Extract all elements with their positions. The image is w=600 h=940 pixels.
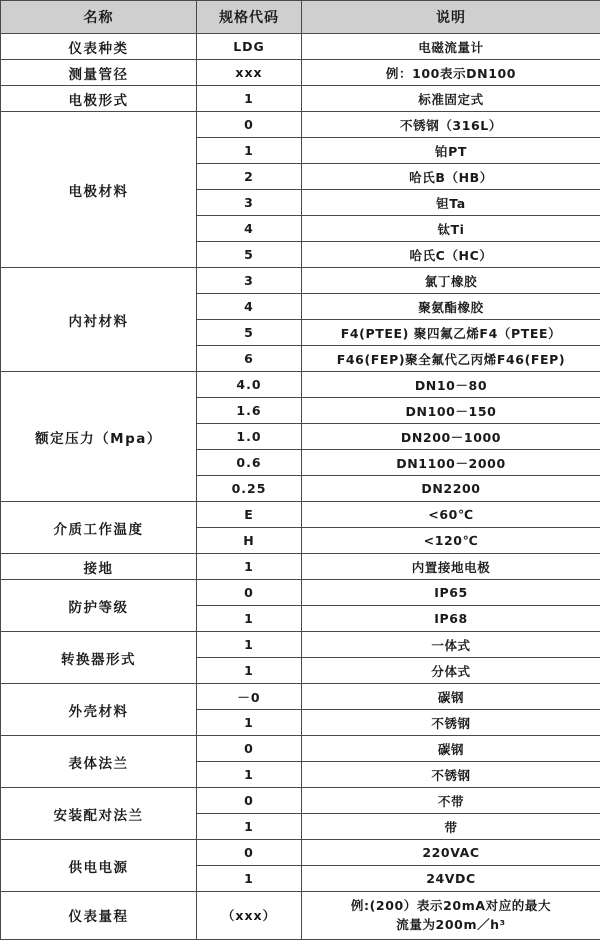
spec-code-cell: 1 [197,658,302,684]
description-cell: <120℃ [302,528,600,554]
spec-code-cell: 1 [197,762,302,788]
spec-code-cell: 2 [197,164,302,190]
spec-code-cell: 1 [197,710,302,736]
description-cell: 内置接地电极 [302,554,600,580]
spec-code-cell: 5 [197,320,302,346]
description-cell: 一体式 [302,632,600,658]
spec-code-cell: 1.6 [197,398,302,424]
description-cell: 电磁流量计 [302,34,600,60]
row-name-cell: 电极材料 [1,112,197,268]
description-cell: IP68 [302,606,600,632]
row-name-cell: 测量管径 [1,60,197,86]
spec-code-cell: 0 [197,736,302,762]
description-cell: 铂PT [302,138,600,164]
row-name-cell: 表体法兰 [1,736,197,788]
row-name-cell: 额定压力（Mpa） [1,372,197,502]
spec-code-cell: 0.6 [197,450,302,476]
description-cell: 碳钢 [302,736,600,762]
spec-code-cell: 0 [197,840,302,866]
spec-code-cell: 1.0 [197,424,302,450]
spec-code-cell: 1 [197,606,302,632]
table-row [1,840,600,866]
row-name-cell: 仪表种类 [1,34,197,60]
spec-code-cell: xxx [197,60,302,86]
row-name-cell: 防护等级 [1,580,197,632]
description-cell: 24VDC [302,866,600,892]
description-cell: 哈氏C（HC） [302,242,600,268]
description-cell: <60℃ [302,502,600,528]
description-cell: 哈氏B（HB） [302,164,600,190]
row-name-cell: 介质工作温度 [1,502,197,554]
spec-code-cell: 0 [197,112,302,138]
table-row [1,632,600,658]
table-row [1,60,600,86]
spec-code-cell: 1 [197,554,302,580]
description-cell: F46(FEP)聚全氟代乙丙烯F46(FEP) [302,346,600,372]
spec-code-cell: 5 [197,242,302,268]
description-cell: 例：100表示DN100 [302,60,600,86]
table-body [1,34,600,940]
description-cell: DN2200 [302,476,600,502]
spec-code-cell: 1 [197,814,302,840]
spec-code-cell: 4.0 [197,372,302,398]
column-header-description: 说明 [302,1,600,34]
spec-code-cell: 0 [197,580,302,606]
column-header-name: 名称 [1,1,197,34]
spec-code-cell: 1 [197,866,302,892]
description-cell: 不锈钢 [302,710,600,736]
description-line: 流量为200m／h³ [308,915,594,934]
description-cell: 不带 [302,788,600,814]
description-cell: DN200－1000 [302,424,600,450]
spec-code-cell: 1 [197,86,302,112]
spec-code-cell: 1 [197,632,302,658]
table-row [1,580,600,606]
description-cell: 带 [302,814,600,840]
table-row [1,684,600,710]
header-row [1,1,600,34]
table-row [1,788,600,814]
description-cell: 钽Ta [302,190,600,216]
description-cell: 分体式 [302,658,600,684]
spec-code-cell: H [197,528,302,554]
description-cell: 不锈钢 [302,762,600,788]
spec-code-cell: 4 [197,294,302,320]
row-name-cell: 供电电源 [1,840,197,892]
spec-code-cell: 1 [197,138,302,164]
description-cell: 氯丁橡胶 [302,268,600,294]
description-cell [302,892,600,940]
table-row [1,736,600,762]
row-name-cell: 电极形式 [1,86,197,112]
spec-code-cell: 4 [197,216,302,242]
description-cell: 标准固定式 [302,86,600,112]
table-row [1,892,600,940]
description-cell: 220VAC [302,840,600,866]
table-row [1,502,600,528]
description-cell: 碳钢 [302,684,600,710]
table-row [1,268,600,294]
table-row [1,554,600,580]
row-name-cell: 内衬材料 [1,268,197,372]
column-header-code: 规格代码 [197,1,302,34]
description-cell: 钛Ti [302,216,600,242]
description-cell: DN1100－2000 [302,450,600,476]
spec-code-cell: E [197,502,302,528]
description-cell: 聚氨酯橡胶 [302,294,600,320]
row-name-cell: 仪表量程 [1,892,197,940]
table-header [1,1,600,34]
table-row [1,86,600,112]
row-name-cell: 接地 [1,554,197,580]
row-name-cell: 转换器形式 [1,632,197,684]
spec-code-cell: 0.25 [197,476,302,502]
table-row [1,372,600,398]
description-cell: 不锈钢（316L） [302,112,600,138]
table-row [1,34,600,60]
spec-code-cell: 0 [197,788,302,814]
description-cell: F4(PTEE) 聚四氟乙烯F4（PTEE） [302,320,600,346]
table-row [1,112,600,138]
spec-code-cell: LDG [197,34,302,60]
spec-code-cell: （xxx） [197,892,302,940]
description-cell: IP65 [302,580,600,606]
spec-code-cell: －0 [197,684,302,710]
description-cell: DN100－150 [302,398,600,424]
spec-code-cell: 3 [197,190,302,216]
description-line: 例:(200）表示20mA对应的最大 [308,896,594,915]
row-name-cell: 外壳材料 [1,684,197,736]
row-name-cell: 安装配对法兰 [1,788,197,840]
spec-code-cell: 3 [197,268,302,294]
description-cell: DN10－80 [302,372,600,398]
spec-code-cell: 6 [197,346,302,372]
